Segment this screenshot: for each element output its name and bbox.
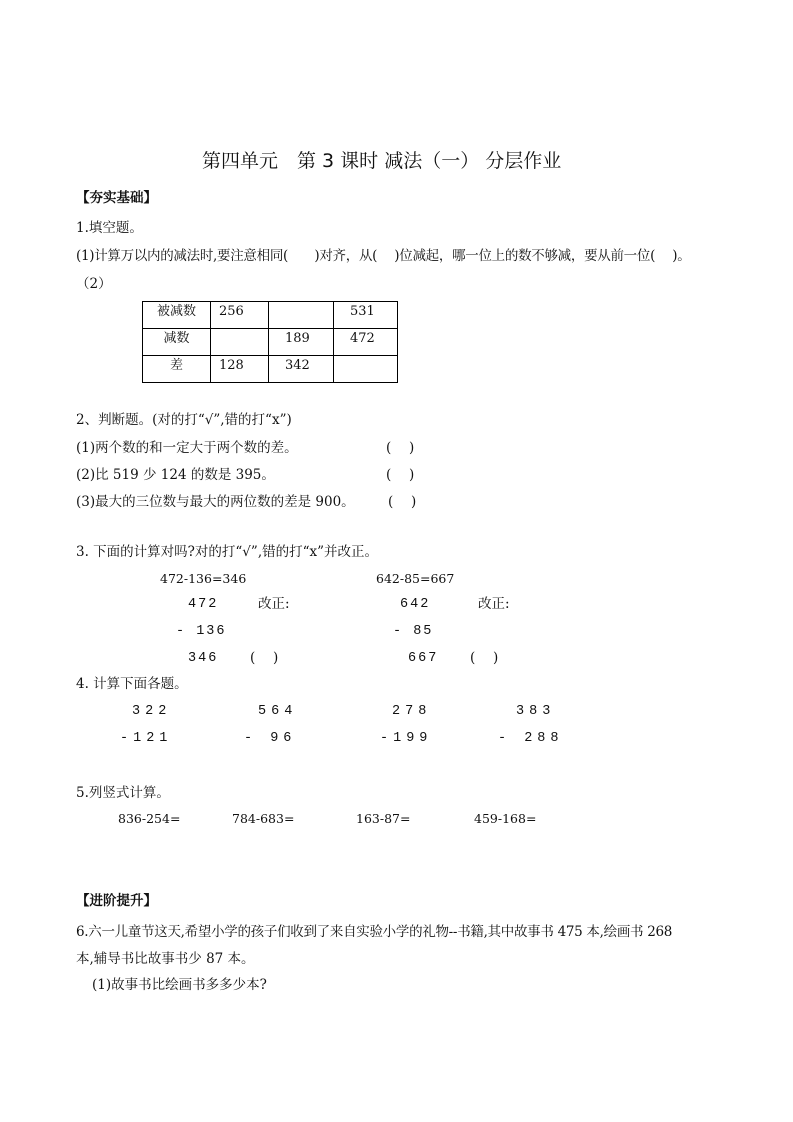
q4-problem-3-sub: -199 [380,731,433,746]
section-heading-basic: 【夯实基础】 [76,190,157,206]
q6-subquestion-1: (1)故事书比绘画书多多少本? [92,977,267,993]
q3-right-answer: ( ) [470,650,499,666]
q3-heading: 3. 下面的计算对吗?对的打“√”,错的打“x”并改正。 [76,544,379,560]
q3-right-result: 667 [408,651,439,666]
table-cell: 减数 [143,329,211,356]
q2-item-2-answer: ( ) [386,467,415,483]
q6-text-line2: 本,辅导书比故事书少 87 本。 [76,951,255,967]
q3-left-result: 346 [188,651,219,666]
q3-right-fix-label: 改正: [478,596,510,612]
section-heading-advanced: 【进阶提升】 [76,893,157,909]
table-cell [211,329,269,356]
q3-left-fix-label: 改正: [258,596,290,612]
q4-problem-1-sub: -121 [120,731,173,746]
q4-problem-1-top: 322 [132,704,172,719]
q5-item-3: 163-87= [356,811,411,826]
q1-part1: (1)计算万以内的减法时,要注意相同( )对齐，从( )位减起，哪一位上的数不够减，要从前一位( )。 [76,248,691,264]
table-cell [269,302,334,329]
table-row [143,302,398,329]
q4-heading: 4. 计算下面各题。 [76,676,188,692]
q2-item-3-answer: ( ) [388,494,417,510]
q5-heading: 5.列竖式计算。 [76,785,170,801]
table-cell: 被减数 [143,302,211,329]
table-cell: 256 [211,302,269,329]
q4-problem-2-sub: - 96 [244,731,297,746]
q3-right-subtrahend: - 85 [393,624,434,639]
q2-heading: 2、判断题。(对的打“√”,错的打“x”) [76,412,292,428]
table-cell: 342 [269,356,334,383]
table-cell: 128 [211,356,269,383]
q5-item-2: 784-683= [232,811,295,826]
q3-right-equation: 642-85=667 [376,571,455,586]
q2-item-1: (1)两个数的和一定大于两个数的差。 [76,440,298,456]
q4-problem-2-top: 564 [258,704,298,719]
table-cell: 差 [143,356,211,383]
table-cell: 189 [269,329,334,356]
q2-item-2: (2)比 519 少 124 的数是 395。 [76,467,275,483]
table-row [143,329,398,356]
q6-text-line1: 6.六一儿童节这天,希望小学的孩子们收到了来自实验小学的礼物--书籍,其中故事书 475 本,绘画书 268 [76,924,673,940]
q3-left-answer: ( ) [250,650,279,666]
table-cell: 472 [334,329,398,356]
q2-item-1-answer: ( ) [386,440,415,456]
table-row [143,356,398,383]
fill-table [142,301,398,383]
q1-heading: 1.填空题。 [76,220,143,236]
q4-problem-4-top: 383 [516,704,556,719]
q5-item-4: 459-168= [474,811,537,826]
q5-item-1: 836-254= [118,811,181,826]
q3-right-minuend: 642 [400,597,431,612]
table-cell: 531 [334,302,398,329]
q3-left-equation: 472-136=346 [160,571,247,586]
table-cell [334,356,398,383]
q2-item-3: (3)最大的三位数与最大的两位数的差是 900。 [76,494,355,510]
q4-problem-4-sub: - 288 [498,731,564,746]
q3-left-subtrahend: - 136 [176,624,227,639]
q1-part2: （2） [76,276,112,292]
page-title: 第四单元 第 3 课时 减法（一） 分层作业 [202,150,562,172]
q3-left-minuend: 472 [188,597,219,612]
q4-problem-3-top: 278 [392,704,432,719]
